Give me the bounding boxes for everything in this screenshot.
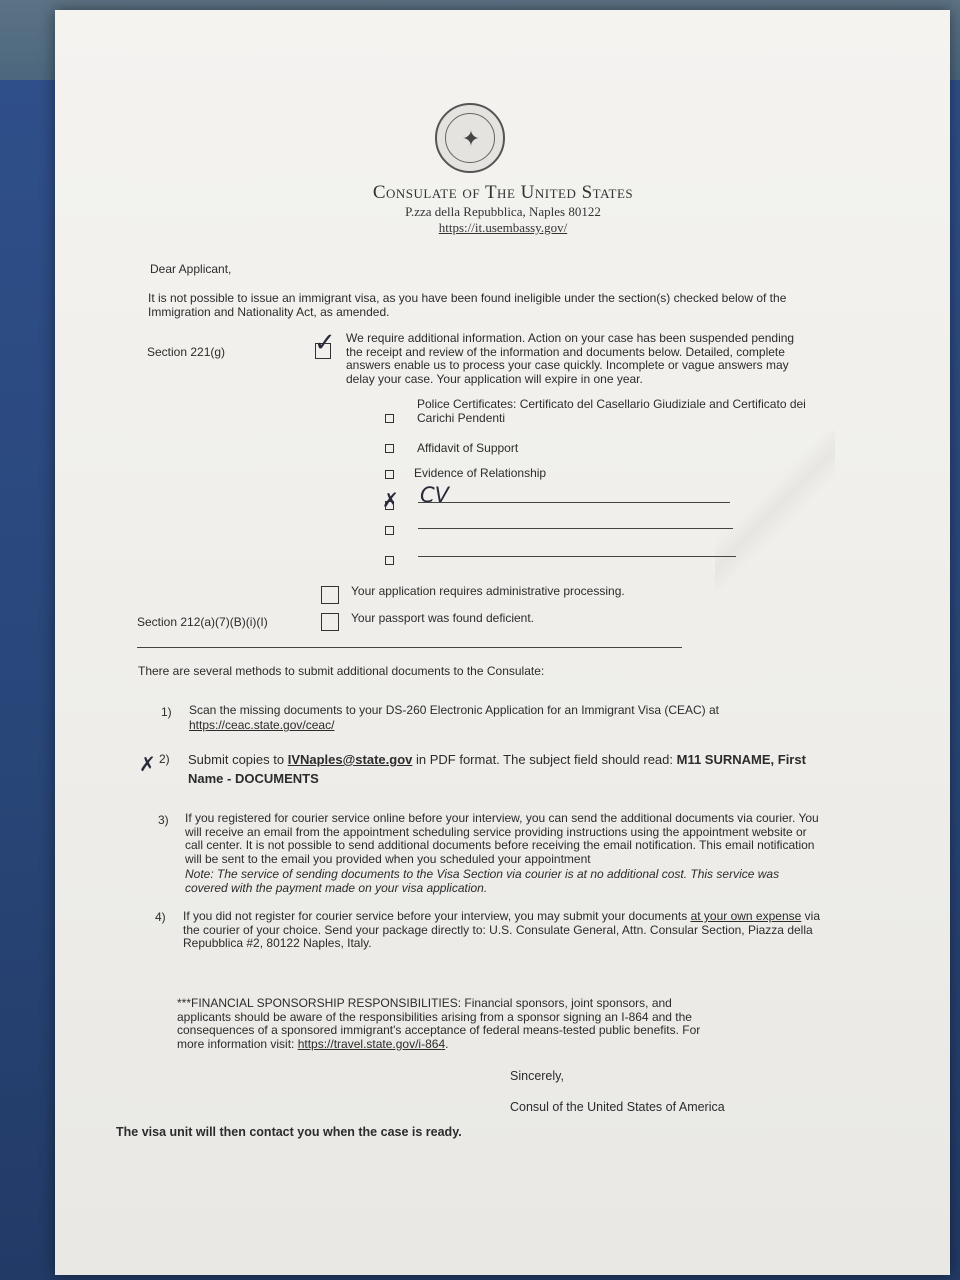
affidavit-label: Affidavit of Support [417,441,519,455]
handwritten-check-mark-cv: ✗ [382,488,399,512]
passport-deficient-checkbox[interactable] [321,613,339,631]
other-document-2-checkbox[interactable] [385,526,394,535]
section-221g-text: We require additional information. Action on your case has been suspended pending the receipt and review of the information and documents below. Detailed, complete answers enable us to process your case quickly. Incomplete or vague answers may delay your case. Your application will expire in one year. [346,331,795,386]
police-certificates-checkbox[interactable] [385,414,394,423]
i864-link[interactable]: https://travel.state.gov/i-864 [297,1036,446,1051]
method-4-number: 4) [155,910,166,924]
us-seal-icon [435,103,505,173]
paper-crease [715,430,835,590]
ceac-link[interactable]: https://ceac.state.gov/ceac/ [189,718,335,732]
method-4-emphasis: at your own expense [690,909,802,923]
method-1-text: Scan the missing documents to your DS-260 Electronic Application for an Immigrant Visa (CEAC) at [189,703,720,717]
admin-processing-label: Your application requires administrative processing. [351,584,625,598]
signature: Consul of the United States of America [510,1100,725,1114]
consulate-address: P.zza della Repubblica, Naples 80122 [405,204,601,219]
handwritten-cv: CV [420,483,450,507]
other-document-1-line [418,502,730,503]
method-3-number: 3) [158,813,169,827]
consulate-title: Consulate of The United States [372,182,634,203]
closing: Sincerely, [510,1069,564,1083]
embassy-url-link[interactable]: https://it.usembassy.gov/ [438,220,568,235]
relationship-evidence-label: Evidence of Relationship [414,466,547,480]
other-document-3-checkbox[interactable] [385,556,394,565]
method-2-pre: Submit copies to [188,752,288,767]
eagle-icon: ✦ [461,126,481,151]
police-certificates-label: Police Certificates: Certificato del Casellario Giudiziale and Certificato dei Carichi Pendenti [417,397,806,425]
ivnaples-email-link[interactable]: IVNaples@state.gov [287,752,413,767]
section-divider [137,647,682,648]
relationship-evidence-checkbox[interactable] [385,470,394,479]
methods-intro: There are several methods to submit additional documents to the Consulate: [138,664,545,678]
greeting: Dear Applicant, [150,262,232,276]
section-221g-label: Section 221(g) [147,345,226,359]
method-3-note: Note: The service of sending documents to the Visa Section via courier is at no additional cost. This service was covered with the payment made on your visa application. [185,867,780,895]
seal-inner-ring [445,113,495,163]
financial-end: . [445,1036,449,1051]
handwritten-x-mark: ✗ [139,752,156,776]
financial-sponsorship-notice [177,997,707,1051]
admin-processing-checkbox[interactable] [321,586,339,604]
method-3-text: If you registered for courier service online before your interview, you can send the additional documents via courier. You will receive an email from the appointment scheduling service providing instructions using the appointment website or call center. It is not possible to send additional documents before receiving the email notification. This email notification will be sent to the email you provided when you scheduled your appointment [185,811,819,866]
method-2-mid: in PDF format. The subject field should read: [412,752,677,767]
affidavit-checkbox[interactable] [385,444,394,453]
method-2-text [188,750,828,788]
section-212-label: Section 212(a)(7)(B)(i)(I) [137,615,268,629]
method-4-text [183,910,828,951]
other-document-2-line [418,528,733,529]
handwritten-check-mark: ✓ [314,328,336,358]
method-2-number: 2) [159,752,170,766]
footer-note: The visa unit will then contact you when the case is ready. [116,1125,462,1139]
letter-paper [55,10,950,1275]
method-4-post: via the courier of your choice. Send your package directly to: U.S. Consulate General, Attn. Consular Section, Piazza della Repubblica #2, 80122 Naples, Italy. [183,909,820,950]
financial-text: ***FINANCIAL SPONSORSHIP RESPONSIBILITIES: Financial sponsors, joint sponsors, and applicants should be aware of the responsibilities arising from a sponsor signing an I-864 and the consequences of a sponsored immigrant's acceptance of federal means-tested public benefits. For more information visit: [177,996,701,1051]
method-1-number: 1) [161,705,172,719]
other-document-3-line [418,556,736,557]
intro-paragraph: It is not possible to issue an immigrant visa, as you have been found ineligible under the section(s) checked below of the Immigration and Nationality Act, as amended. [148,291,787,319]
subject-line: M11 SURNAME, First Name - DOCUMENTS [188,752,806,786]
passport-deficient-label: Your passport was found deficient. [351,611,535,625]
method-4-pre: If you did not register for courier service before your interview, you may submit your documents [183,909,691,923]
